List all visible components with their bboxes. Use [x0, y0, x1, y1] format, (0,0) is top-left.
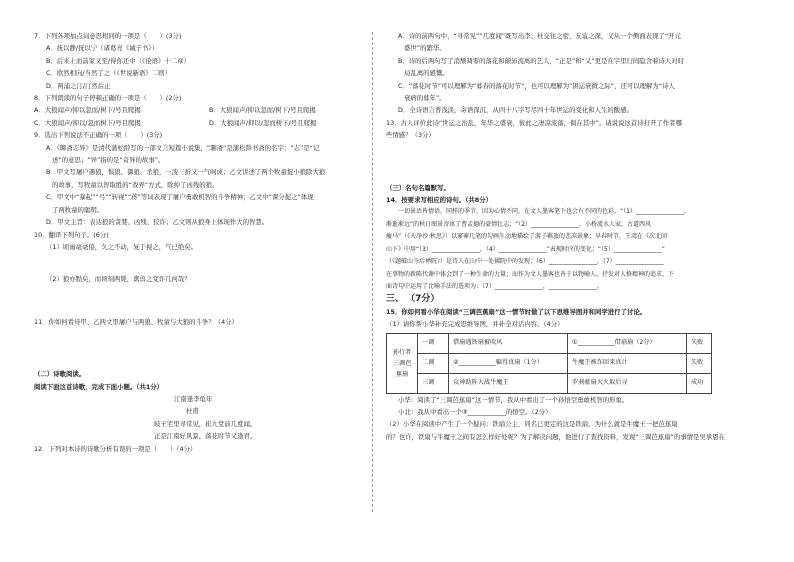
q15-stem: 15．你如何看小华在阅读“三调芭蕉扇”这一情节时做了以下思维导图并和同学进行了讨论。 — [386, 307, 647, 316]
q14-paragraph-6: 在事物的新陈代谢中体会到了一种生命的力量；而作为文人墨客也善于以物喻人，抒发对人格精神的追求，下 — [386, 270, 675, 278]
mindmap-blank: 罗刹献扇灭火取后寻 — [568, 373, 687, 393]
q14-paragraph-5: （《题破山寺后禅院》）是诗人在山中一处佛院中的发现；（6）________________，（7）________________ — [386, 258, 664, 266]
q8-option-b: B．大狼闻声/抑以忽而/树下/号且爬揭 — [209, 106, 316, 115]
q12-option-b-line2: 局乱离的感慨。 — [404, 69, 449, 78]
q8-option-c: C．大狼闻声/抑以/忽而树下/号且爬揭 — [34, 118, 141, 127]
mindmap-row — [387, 353, 712, 373]
poem-title: 江南逢李龟年 — [174, 394, 213, 403]
q10-stem: 10．翻译下列句子。(6分) — [34, 230, 109, 239]
mindmap-result: 成功 — [687, 373, 712, 393]
right-column — [386, 30, 764, 443]
q15-sub1: （1）请你帮小华补充完成思维导图，并补全对话内容。（4分） — [386, 320, 564, 329]
q12-stem: 12．下列对本诗的诗歌分析有误的一项是（ ）（4分） — [34, 444, 197, 453]
q14-paragraph-3: 瘦马”（《天净沙·秋思》）以寥寥几笔的勾画生动地描绘了游子羁旅的悲凉景象；早春时节，王湾在《次北固 — [386, 233, 668, 241]
q12-option-b-line1: B．诗的后两句写了消颓凋零的落花和颠沛流离的艺人，“正是”和“又”更是在字里行间隐含着诗人对时 — [398, 56, 685, 65]
section2-instruction: 阅读下面这首诗歌，完成下面小题。（共1分） — [34, 382, 164, 391]
poem-line-1: 岐王宅里寻常见，崔九堂前几度闻。 — [154, 419, 257, 428]
q9-option-b-line2: 的故事，写牧童以智取胜的“戏弄”方式，除掉了凶残的狼。 — [52, 180, 219, 189]
mindmap-content: 借扇遇铁扇被吹风 — [449, 333, 568, 353]
mindmap-root: 孙行者三调芭蕉扇 — [387, 333, 418, 393]
q8-options-row2 — [34, 117, 364, 129]
q12-option-c-line2: 衰病的暮年”。 — [404, 94, 446, 103]
q15-dialogue-1: 小华：阅读了“三调芭蕉扇”这一情节，我从中看出了一个孙悟空勇敢机智的形象。 — [398, 395, 629, 404]
q12-option-a-line2: 盛世”的繁华。 — [404, 44, 446, 53]
section3-title: （三）名句名篇默写。 — [386, 183, 450, 192]
q7-option-d: D．两浦之汀/汀然后止 — [46, 81, 111, 90]
q9-option-a-line2: 述”的意思；“异”指的是“奇异的故事”。 — [52, 156, 165, 165]
q7-option-a: A．抚以静/抚以宁（诸葛亮《诫子书》） — [46, 44, 158, 53]
q8-stem: 8．下列朗读的句子停顿正确的一项是（ ）(2分) — [34, 94, 182, 103]
q9-option-c-line2: 了两牧童的聪明。 — [52, 205, 104, 214]
mindmap-num: 二调 — [418, 353, 449, 373]
column-divider — [372, 32, 373, 512]
q10-sentence-2: （2）狼亦黠矣，而顷刻两毙，禽兽之变诈几何哉？ — [46, 275, 191, 284]
q14-paragraph-7: 面诗句中运用了比喻手法的选项为：（7）________________，________________。 — [386, 282, 603, 290]
q11-stem: 11．你如何看待甲、乙两文里屠户与两狼、牧童与大狼的斗争？（4分） — [34, 317, 238, 326]
mindmap-content: ②____________骗得真扇（1分） — [449, 353, 568, 373]
mindmap-blank: 牛魔王被诈回来真计 — [568, 353, 687, 373]
part3-heading — [386, 293, 764, 305]
q12-option-c-line1: C．“落花时节”可以理解为“暮春的落花时节”，也可以理解为“困运衰微之际”，还可以理解为“诗人 — [398, 81, 675, 90]
mindmap-blank: ①____________借扇扇（2分） — [568, 333, 687, 353]
part3-label: 三、 — [386, 294, 405, 305]
q7-stem: 7．下列各项加点词意思相同的一项是（ ）(3分) — [34, 32, 182, 40]
part3-points: （7分） — [406, 294, 440, 305]
section2-title: （二）诗歌阅读。 — [34, 370, 86, 379]
q10-sentence-1: （1）顷雨毫毫倦，久之不动，复于视之，气已绝矣。 — [46, 242, 198, 251]
mindmap-row — [387, 333, 712, 353]
left-column — [34, 30, 364, 455]
q9-option-b-line1: B．甲文写屠户遇狼，惧狼、御狼、杀狼，一波三折又一气呵成；乙文讲述了两个牧童捉小狼除大狼 — [46, 168, 326, 177]
q12-option-d: D．全诗语言普浅淡，寄语深沉，从四十八字写尽四十年世运的变化和人生的酸感。 — [398, 106, 633, 115]
q12-option-a-line1: A．诗的前两句中，“寻常见”“几度闻”既写出李、杜交往之密，友谊之深，又从一个侧面表现了“开元 — [398, 32, 681, 40]
q9-option-c-line1: C．甲文中“暴起”“弓”“转视”“蒋”等词表现了屠户勇敢机智的斗争精神；乙文中“课分捉之”体现 — [46, 193, 314, 202]
q13-stem-line1: 13．古人评价此诗“世运之治乱，年华之盛衰，彼此之凄凉流落，俱在其中”。请说说这首诗打开了作者哪 — [386, 118, 682, 127]
q9-stem: 9．选出下列说法不正确的一项（ ）(3分) — [34, 131, 163, 140]
q14-paragraph-4: 山下》中用“（3）________________，（4）________________”表现时序的变化；“（5）________________” — [386, 245, 665, 253]
mindmap-result: 失败 — [687, 353, 712, 373]
q8-option-d: D．大狼闻声/抑以/忽而树下/号且爬揭 — [209, 118, 317, 127]
q14-paragraph-1: 一切景语皆情语。同样的季节，因为心情不同，在文人墨客笔下也会有不同的色彩。“（1）________________， — [398, 208, 690, 216]
mindmap-table — [386, 333, 712, 394]
q15-dialogue-2: 小北：我从中看出一个③____________的悟空。（2分） — [398, 407, 552, 416]
mindmap-content: 众神助阵大战牛魔王 — [449, 373, 568, 393]
q15-sub2-line1: （2）小华在阅读中产生了一个疑问：铁扇公主，同名已更定的这是铁扇，为什么就是牛魔王一把芭蕉扇 — [386, 420, 678, 429]
mindmap-num: 一调 — [418, 333, 449, 353]
q9-option-a-line1: A．《聊斋志异》是清代蒲松龄写的一部文言短篇小说集，“聊斋”是蒲松龄书斋的名字；“志”是“记 — [46, 143, 320, 152]
q14-paragraph-2: 渐逝渐远”的秋日图景寄寓了曹孟德的豪情壮志；“（2）________________，小桥流水人家，古道西风 — [386, 220, 652, 228]
q9-option-d: D．甲文主旨：表达狼的贪婪、凶残、狡诈；乙文则从狼身上体现作大的智慧。 — [46, 218, 269, 227]
mindmap-row — [387, 373, 712, 393]
poem-line-2: 正是江南好风景，落花时节又逢君。 — [154, 432, 257, 441]
poem-author: 杜甫 — [186, 407, 199, 416]
q7-option-b: B．后来上而前家又至/得你还中（《论语》十二章） — [46, 56, 190, 65]
q15-sub2-line2: 的？也许，铁扇与牛魔王之间有怎么样好处呢？为了解决问题，他进行了查找资料，发现“三调芭蕉扇”的事情是吴承恩在 — [386, 432, 725, 441]
q8-option-a: A．大狼闻声/抑以忽而/树下/号且爬揭 — [34, 106, 141, 115]
q14-stem: 14．按要求写相应的诗句。（共8分） — [386, 196, 492, 205]
mindmap-result: 失败 — [687, 333, 712, 353]
mindmap-num: 三调 — [418, 373, 449, 393]
q7-option-c: C．欧然相向/当然了之（《世说新语》二则） — [46, 69, 171, 78]
q13-stem-line2: 些情感？（3分） — [386, 131, 435, 140]
q8-options-row1 — [34, 104, 364, 116]
